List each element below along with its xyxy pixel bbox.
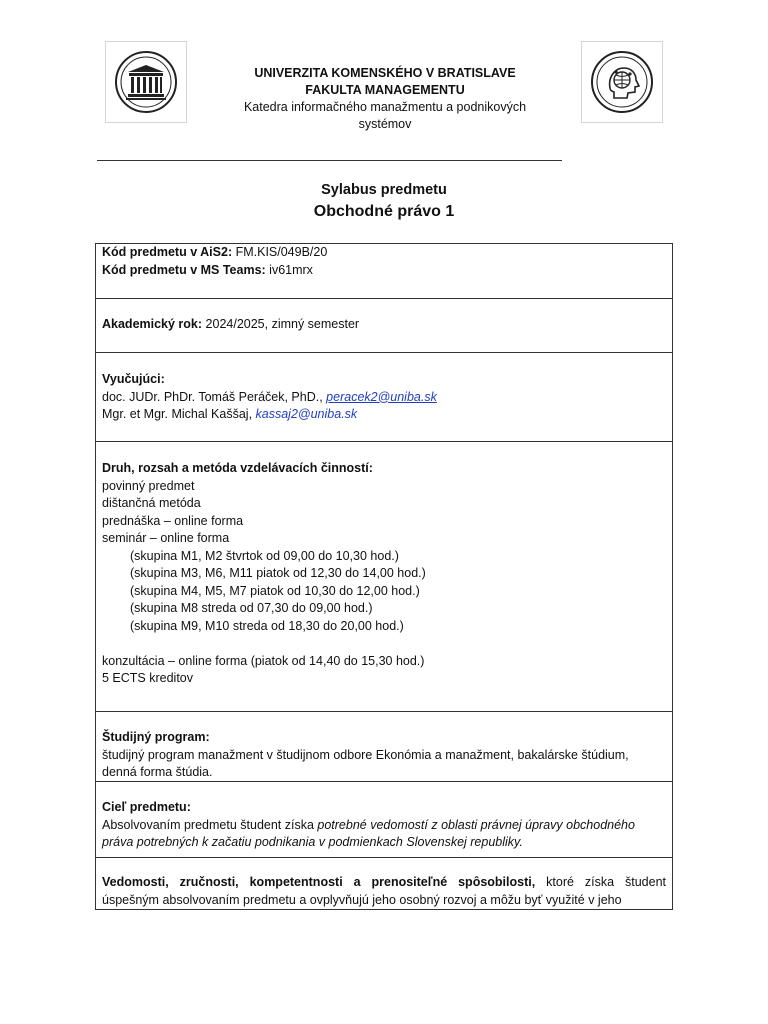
skills-label: Vedomosti, zručnosti, kompetentnosti a prenositeľné spôsobilosti, — [102, 875, 536, 889]
department-name-line1: Katedra informačného manažmentu a podnikových — [243, 100, 527, 114]
skills-text: ktoré získa študent úspešným absolvovaním predmetu a ovplyvňujú jeho osobný rozvoj a môžu byť využité v jeho — [102, 875, 667, 907]
university-name: UNIVERZITA KOMENSKÉHO V BRATISLAVE — [254, 66, 516, 80]
faculty-logo — [581, 41, 663, 123]
seminar-group: (skupina M3, M6, M11 piatok od 12,30 do 14,00 hod.) — [130, 566, 426, 580]
activities-cell — [96, 442, 672, 712]
teacher-email-link[interactable]: peracek2@uniba.sk — [326, 389, 437, 404]
course-goal-label: Cieľ predmetu: — [102, 800, 191, 814]
activity-line: povinný predmet — [102, 478, 195, 493]
teacher-name: Mgr. et Mgr. Michal Kaššaj, — [102, 407, 256, 421]
activity-line: dištančná metóda — [102, 496, 201, 510]
teams-code-label: Kód predmetu v MS Teams: — [102, 262, 266, 277]
seminar-group: (skupina M9, M10 streda od 18,30 do 20,00 hod.) — [130, 618, 404, 633]
study-program-cell — [96, 712, 672, 782]
teachers-label: Vyučujúci: — [102, 372, 165, 386]
academic-year-cell — [96, 299, 672, 353]
syllabus-table — [95, 243, 673, 910]
activity-line: prednáška – online forma — [102, 513, 244, 528]
department-name-line2: systémov — [358, 117, 412, 131]
consultation-line: konzultácia – online forma (piatok od 14,40 do 15,30 hod.) — [102, 653, 425, 668]
institution-block — [210, 65, 560, 133]
document-header — [0, 0, 768, 170]
teacher-email[interactable]: kassaj2@uniba.sk — [255, 407, 358, 421]
university-logo — [105, 41, 187, 123]
course-name: Obchodné právo 1 — [313, 203, 455, 220]
teachers-cell — [96, 353, 672, 442]
course-goal-text: Absolvovaním predmetu študent získa — [102, 817, 318, 832]
activities-label: Druh, rozsah a metóda vzdelávacích činností: — [102, 461, 373, 475]
course-goal-emphasis: potrebné vedomostí z oblasti právnej úpravy obchodného práva potrebných k začatiu podnikania v podmienkach Slovenskej republiky. — [102, 817, 635, 849]
seminar-group: (skupina M4, M5, M7 piatok od 10,30 do 12,00 hod.) — [130, 583, 420, 598]
seminar-group: (skupina M1, M2 štvrtok od 09,00 do 10,30 hod.) — [130, 548, 399, 563]
header-divider — [97, 160, 562, 161]
activity-line: seminár – online forma — [102, 531, 230, 545]
seminar-group: (skupina M8 streda od 07,30 do 09,00 hod.) — [130, 601, 373, 615]
colonnade-icon — [114, 50, 178, 114]
study-program-text: študijný program manažment v študijnom odbore Ekonómia a manažment, bakalárske štúdium, denná forma štúdia. — [102, 747, 629, 779]
skills-cell — [96, 858, 672, 910]
syllabus-title — [0, 182, 768, 221]
teams-code-value: iv61mrx — [265, 262, 313, 277]
course-codes-cell — [96, 244, 672, 299]
teacher-name: doc. JUDr. PhDr. Tomáš Peráček, PhD., — [102, 389, 327, 404]
teacher-row — [102, 389, 666, 407]
ais-code-label: Kód predmetu v AiS2: — [102, 245, 233, 259]
ais-code-value: FM.KIS/049B/20 — [232, 245, 328, 259]
faculty-name: FAKULTA MANAGEMENTU — [305, 83, 465, 97]
globe-head-icon — [590, 50, 654, 114]
document-type: Sylabus predmetu — [321, 182, 447, 198]
course-goal-cell — [96, 782, 672, 858]
study-program-label: Študijný program: — [102, 730, 210, 744]
credits-line: 5 ECTS kreditov — [102, 671, 194, 685]
academic-year-label: Akademický rok: — [102, 317, 203, 331]
academic-year-value: 2024/2025, zimný semester — [202, 317, 360, 331]
teacher-row — [102, 406, 666, 424]
